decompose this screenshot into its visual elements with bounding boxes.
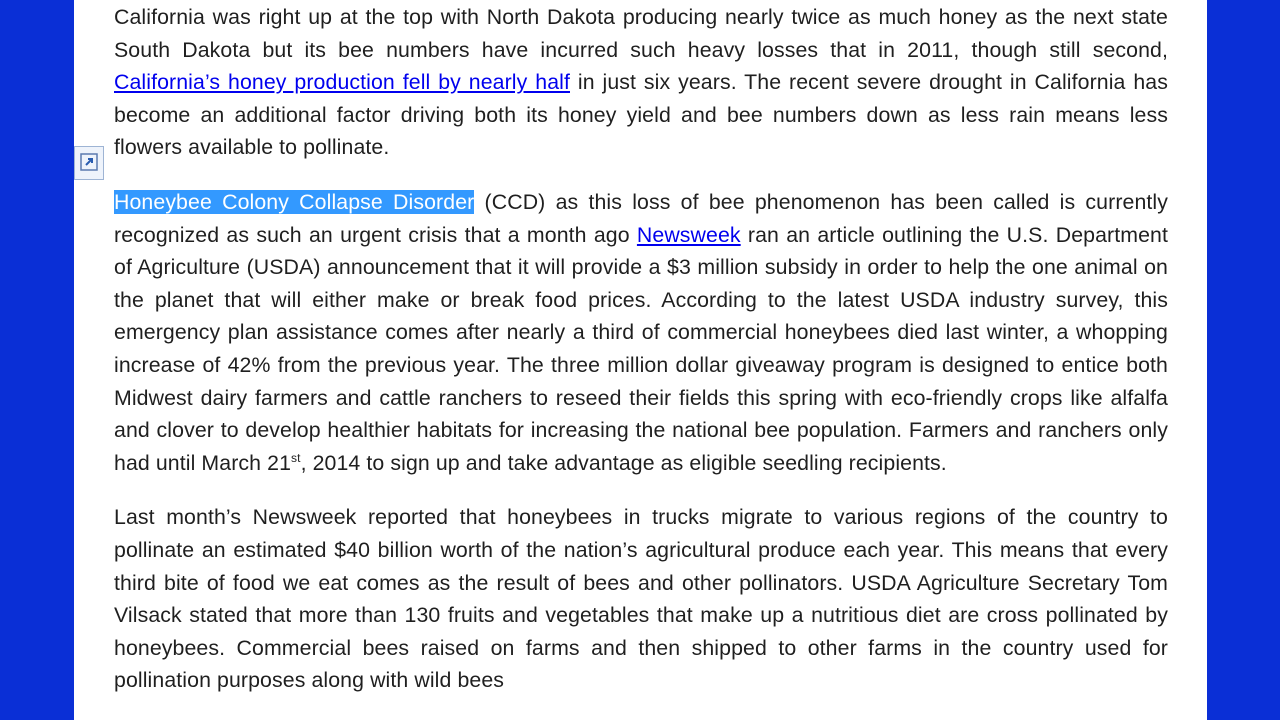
margin-expand-handle[interactable] xyxy=(74,146,104,180)
document-body xyxy=(114,1,1168,719)
selected-text-highlight[interactable]: Honeybee Colony Collapse Disorder xyxy=(114,189,475,214)
paragraph-text: ran an article outlining the U.S. Department of Agriculture (USDA) announcement that it will provide a $3 million subsidy in order to help the one animal on the planet that will either make or break food prices. According to the latest USDA industry survey, this emergency plan assistance comes after nearly a third of commercial honeybees died last winter, a whopping increase of 42% from the previous year. The three million dollar giveaway program is designed to entice both Midwest dairy farmers and cattle ranchers to reseed their fields this spring with eco-friendly crops like alfalfa and clover to develop healthier habitats for increasing the national bee population. Farmers and ranchers only had until March 21 xyxy=(114,222,1168,475)
paragraph-text: Last month’s Newsweek reported that honeybees in trucks migrate to various regions of the country to pollinate an estimated $40 billion worth of the nation’s agricultural produce each year. This means that every third bite of food we eat comes as the result of bees and other pollinators. USDA Agriculture Secretary Tom Vilsack stated that more than 130 fruits and vegetables that make up a nutritious diet are cross pollinated by honeybees. Commercial bees raised on farms and then shipped to other farms in the country used for pollination purposes along with wild bees xyxy=(114,505,1168,693)
paragraph-newsweek-pollination xyxy=(114,501,1168,697)
ordinal-superscript: st xyxy=(291,450,301,465)
paragraph-text: in just six years. The recent severe drought in California has become an additional factor driving both its honey yield and bee numbers down as less rain means less flowers available to pollinate. xyxy=(114,70,1168,160)
paragraph-ccd xyxy=(114,186,1168,479)
paragraph-text: (CCD) as this loss of bee phenomenon has been called is currently recognized as such an urgent crisis that a month ago xyxy=(114,189,1168,247)
paragraph-text: , 2014 to sign up and take advantage as eligible seedling recipients. xyxy=(300,450,947,475)
newsweek-link[interactable]: Newsweek xyxy=(636,222,741,247)
paragraph-california-honey xyxy=(114,1,1168,164)
expand-arrow-icon xyxy=(80,153,98,171)
document-page xyxy=(74,0,1207,720)
california-honey-production-link[interactable]: California’s honey production fell by nearly half xyxy=(114,70,570,95)
paragraph-text: California was right up at the top with North Dakota producing nearly twice as much honey as the next state South Dakota but its bee numbers have incurred such heavy losses that in 2011, though still second, xyxy=(114,5,1168,62)
